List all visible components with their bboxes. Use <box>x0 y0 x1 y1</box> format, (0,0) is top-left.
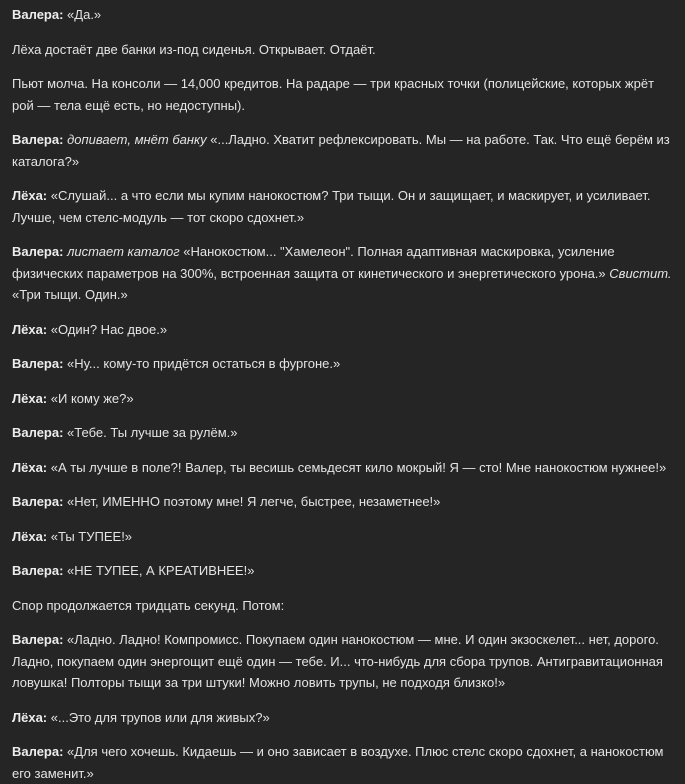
speaker-name: Валера: <box>12 632 64 647</box>
speaker-name: Лёха: <box>12 709 48 725</box>
line-text: «Слушай... а что если мы купим нанокостюм? Три тыщи. Он и защищает, и маскирует, и усиливает. Лучше, чем стелс-модуль — тот скоро сдохнет.» <box>12 188 651 225</box>
line-text: «Три тыщи. Один.» <box>12 287 128 302</box>
dialogue-line <box>12 388 673 410</box>
stage-direction: допивает, мнёт банку <box>67 132 207 147</box>
dialogue-line <box>12 353 673 375</box>
line-text: «НЕ ТУПЕЕ, А КРЕАТИВНЕЕ!» <box>63 563 255 578</box>
dialogue-line <box>12 422 673 444</box>
dialogue-line <box>12 241 673 306</box>
line-text: «Один? Нас двое.» <box>47 321 168 337</box>
stage-direction: Свистит. <box>609 265 672 281</box>
dialogue-line <box>12 319 673 341</box>
dialogue-line <box>12 707 673 729</box>
speaker-name: Валера: <box>12 563 64 578</box>
line-text: «Нет, ИМЕННО поэтому мне! Я легче, быстрее, незаметнее!» <box>63 494 441 509</box>
line-text: «А ты лучше в поле?! Валер, ты весишь семьдесят кило мокрый! Я — сто! Мне нанокостюм нужнее!» <box>47 459 667 475</box>
speaker-name: Валера: <box>12 356 64 371</box>
speaker-name: Лёха: <box>12 459 48 475</box>
speaker-name: Валера: <box>12 744 64 759</box>
speaker-name: Валера: <box>12 7 64 22</box>
narration-line <box>12 73 673 116</box>
speaker-name: Лёха: <box>12 528 48 544</box>
dialogue-line <box>12 457 673 479</box>
dialogue-line <box>12 741 673 784</box>
narration-line <box>12 39 673 61</box>
line-text: «Нанокостюм... "Хамелеон". Полная адаптивная маскировка, усиление физических параметров на 300%, встроенная защита от кинетического и энергетического урона.» <box>12 244 615 281</box>
speaker-name: Валера: <box>12 132 64 147</box>
dialogue-line <box>12 629 673 694</box>
line-text: «Тебе. Ты лучше за рулём.» <box>63 425 238 440</box>
line-text: «...Ладно. Хватит рефлексировать. Мы — на работе. Так. Что ещё берём из каталога?» <box>12 132 670 169</box>
line-text: Лёха достаёт две банки из-под сиденья. Открывает. Отдаёт. <box>12 41 376 57</box>
speaker-name: Валера: <box>12 244 64 259</box>
line-text: «Ну... кому-то придётся остаться в фургоне.» <box>63 356 341 371</box>
line-text: «Да.» <box>63 7 102 22</box>
speaker-name: Лёха: <box>12 188 48 203</box>
line-text: «И кому же?» <box>47 390 134 406</box>
narration-line <box>12 595 673 617</box>
dialogue-line <box>12 560 673 582</box>
speaker-name: Валера: <box>12 494 64 509</box>
line-text: «Ладно. Ладно! Компромисс. Покупаем один нанокостюм — мне. И один экзоскелет... нет, дорого. Ладно, покупаем один энергощит ещё один — тебе. И... что-нибудь для сбора трупов. Антигравитационная ловушка! Полторы тыщи за три штуки! Можно ловить трупы, не подходя близко!» <box>12 632 663 690</box>
line-text: «Ты ТУПЕЕ!» <box>47 528 133 544</box>
dialogue-line <box>12 129 673 172</box>
line-text: Спор продолжается тридцать секунд. Потом: <box>12 597 285 613</box>
dialogue-line <box>12 526 673 548</box>
line-text: «Для чего хочешь. Кидаешь — и оно зависает в воздухе. Плюс стелс скоро сдохнет, а нанокостюм его заменит.» <box>12 744 664 781</box>
dialogue-line <box>12 185 673 228</box>
line-text: Пьют молча. На консоли — 14,000 кредитов. На радаре — три красных точки (полицейские, которых жрёт рой — тела ещё есть, но недоступны). <box>12 76 655 113</box>
speaker-name: Лёха: <box>12 390 48 406</box>
stage-direction: листает каталог <box>67 244 180 259</box>
dialogue-line <box>12 491 673 513</box>
line-text: «...Это для трупов или для живых?» <box>47 709 270 725</box>
speaker-name: Валера: <box>12 425 64 440</box>
speaker-name: Лёха: <box>12 321 48 337</box>
dialogue-line <box>12 4 673 26</box>
